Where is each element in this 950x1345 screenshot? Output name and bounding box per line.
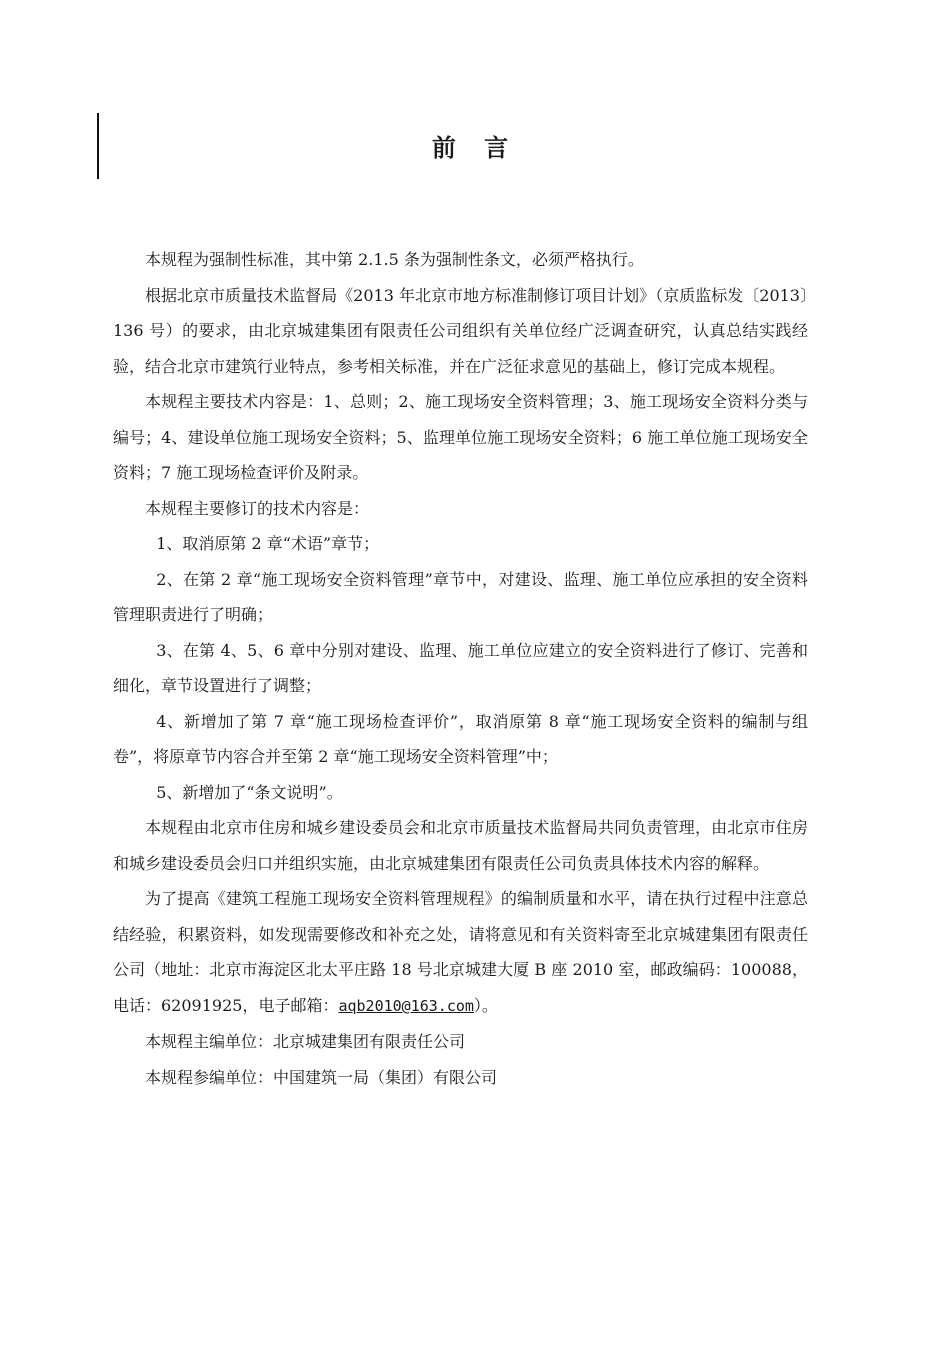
paragraph-feedback bbox=[113, 881, 808, 1024]
revision-item-4: 4、新增加了第 7 章“施工现场检查评价”，取消原第 8 章“施工现场安全资料的编制与组卷”，将原章节内容合并至第 2 章“施工现场安全资料管理”中； bbox=[113, 711, 808, 766]
paragraph-revision-intro: 本规程主要修订的技术内容是： bbox=[145, 498, 370, 518]
page-title: 前 言 bbox=[431, 134, 519, 162]
feedback-end: ）。 bbox=[473, 995, 498, 1015]
paragraph-main-content: 本规程主要技术内容是：1、总则；2、施工现场安全资料管理；3、施工现场安全资料分类与编号；4、建设单位施工现场安全资料；5、监理单位施工现场安全资料；6 施工单位施工现场安全资料；7 施工现场检查评价及附录。 bbox=[113, 392, 808, 482]
chief-unit: 本规程主编单位：北京城建集团有限责任公司 bbox=[145, 1032, 466, 1051]
revision-item-1: 1、取消原第 2 章“术语”章节； bbox=[156, 534, 380, 553]
paragraph-management: 本规程由北京市住房和城乡建设委员会和北京市质量技术监督局共同负责管理，由北京市住房和城乡建设委员会归口并组织实施，由北京城建集团有限责任公司负责具体技术内容的解释。 bbox=[113, 818, 808, 873]
paragraph-basis: 根据北京市质量技术监督局《2013 年北京市地方标准制修订项目计划》（京质监标发〔2013〕136 号）的要求，由北京城建集团有限责任公司组织有关单位经广泛调查研究，认真总结实践经验，结合北京市建筑行业特点，参考相关标准，并在广泛征求意见的基础上，修订完成本规程。 bbox=[113, 285, 808, 376]
revision-item-3: 3、在第 4、5、6 章中分别对建设、监理、施工单位应建立的安全资料进行了修订、完善和细化，章节设置进行了调整； bbox=[113, 640, 808, 695]
paragraph-mandatory: 本规程为强制性标准，其中第 2.1.5 条为强制性条文，必须严格执行。 bbox=[145, 250, 644, 269]
preface-body bbox=[113, 242, 808, 1095]
participating-unit: 本规程参编单位：中国建筑一局（集团）有限公司 bbox=[145, 1067, 498, 1087]
revision-item-5: 5、新增加了“条文说明”。 bbox=[156, 782, 343, 802]
email-link[interactable]: aqb2010@163.com bbox=[338, 996, 474, 1015]
feedback-text: 为了提高《建筑工程施工现场安全资料管理规程》的编制质量和水平，请在执行过程中注意总结经验，积累资料，如发现需要修改和补充之处，请将意见和有关资料寄至北京城建集团有限责任公司（地址：北京市海淀区北太平庄路 18 号北京城建大厦 B 座 2010 室，邮政编码：100088，电话：62091925，电子邮箱： bbox=[113, 889, 808, 1015]
revision-item-2: 2、在第 2 章“施工现场安全资料管理”章节中，对建设、监理、施工单位应承担的安全资料管理职责进行了明确； bbox=[113, 569, 808, 624]
